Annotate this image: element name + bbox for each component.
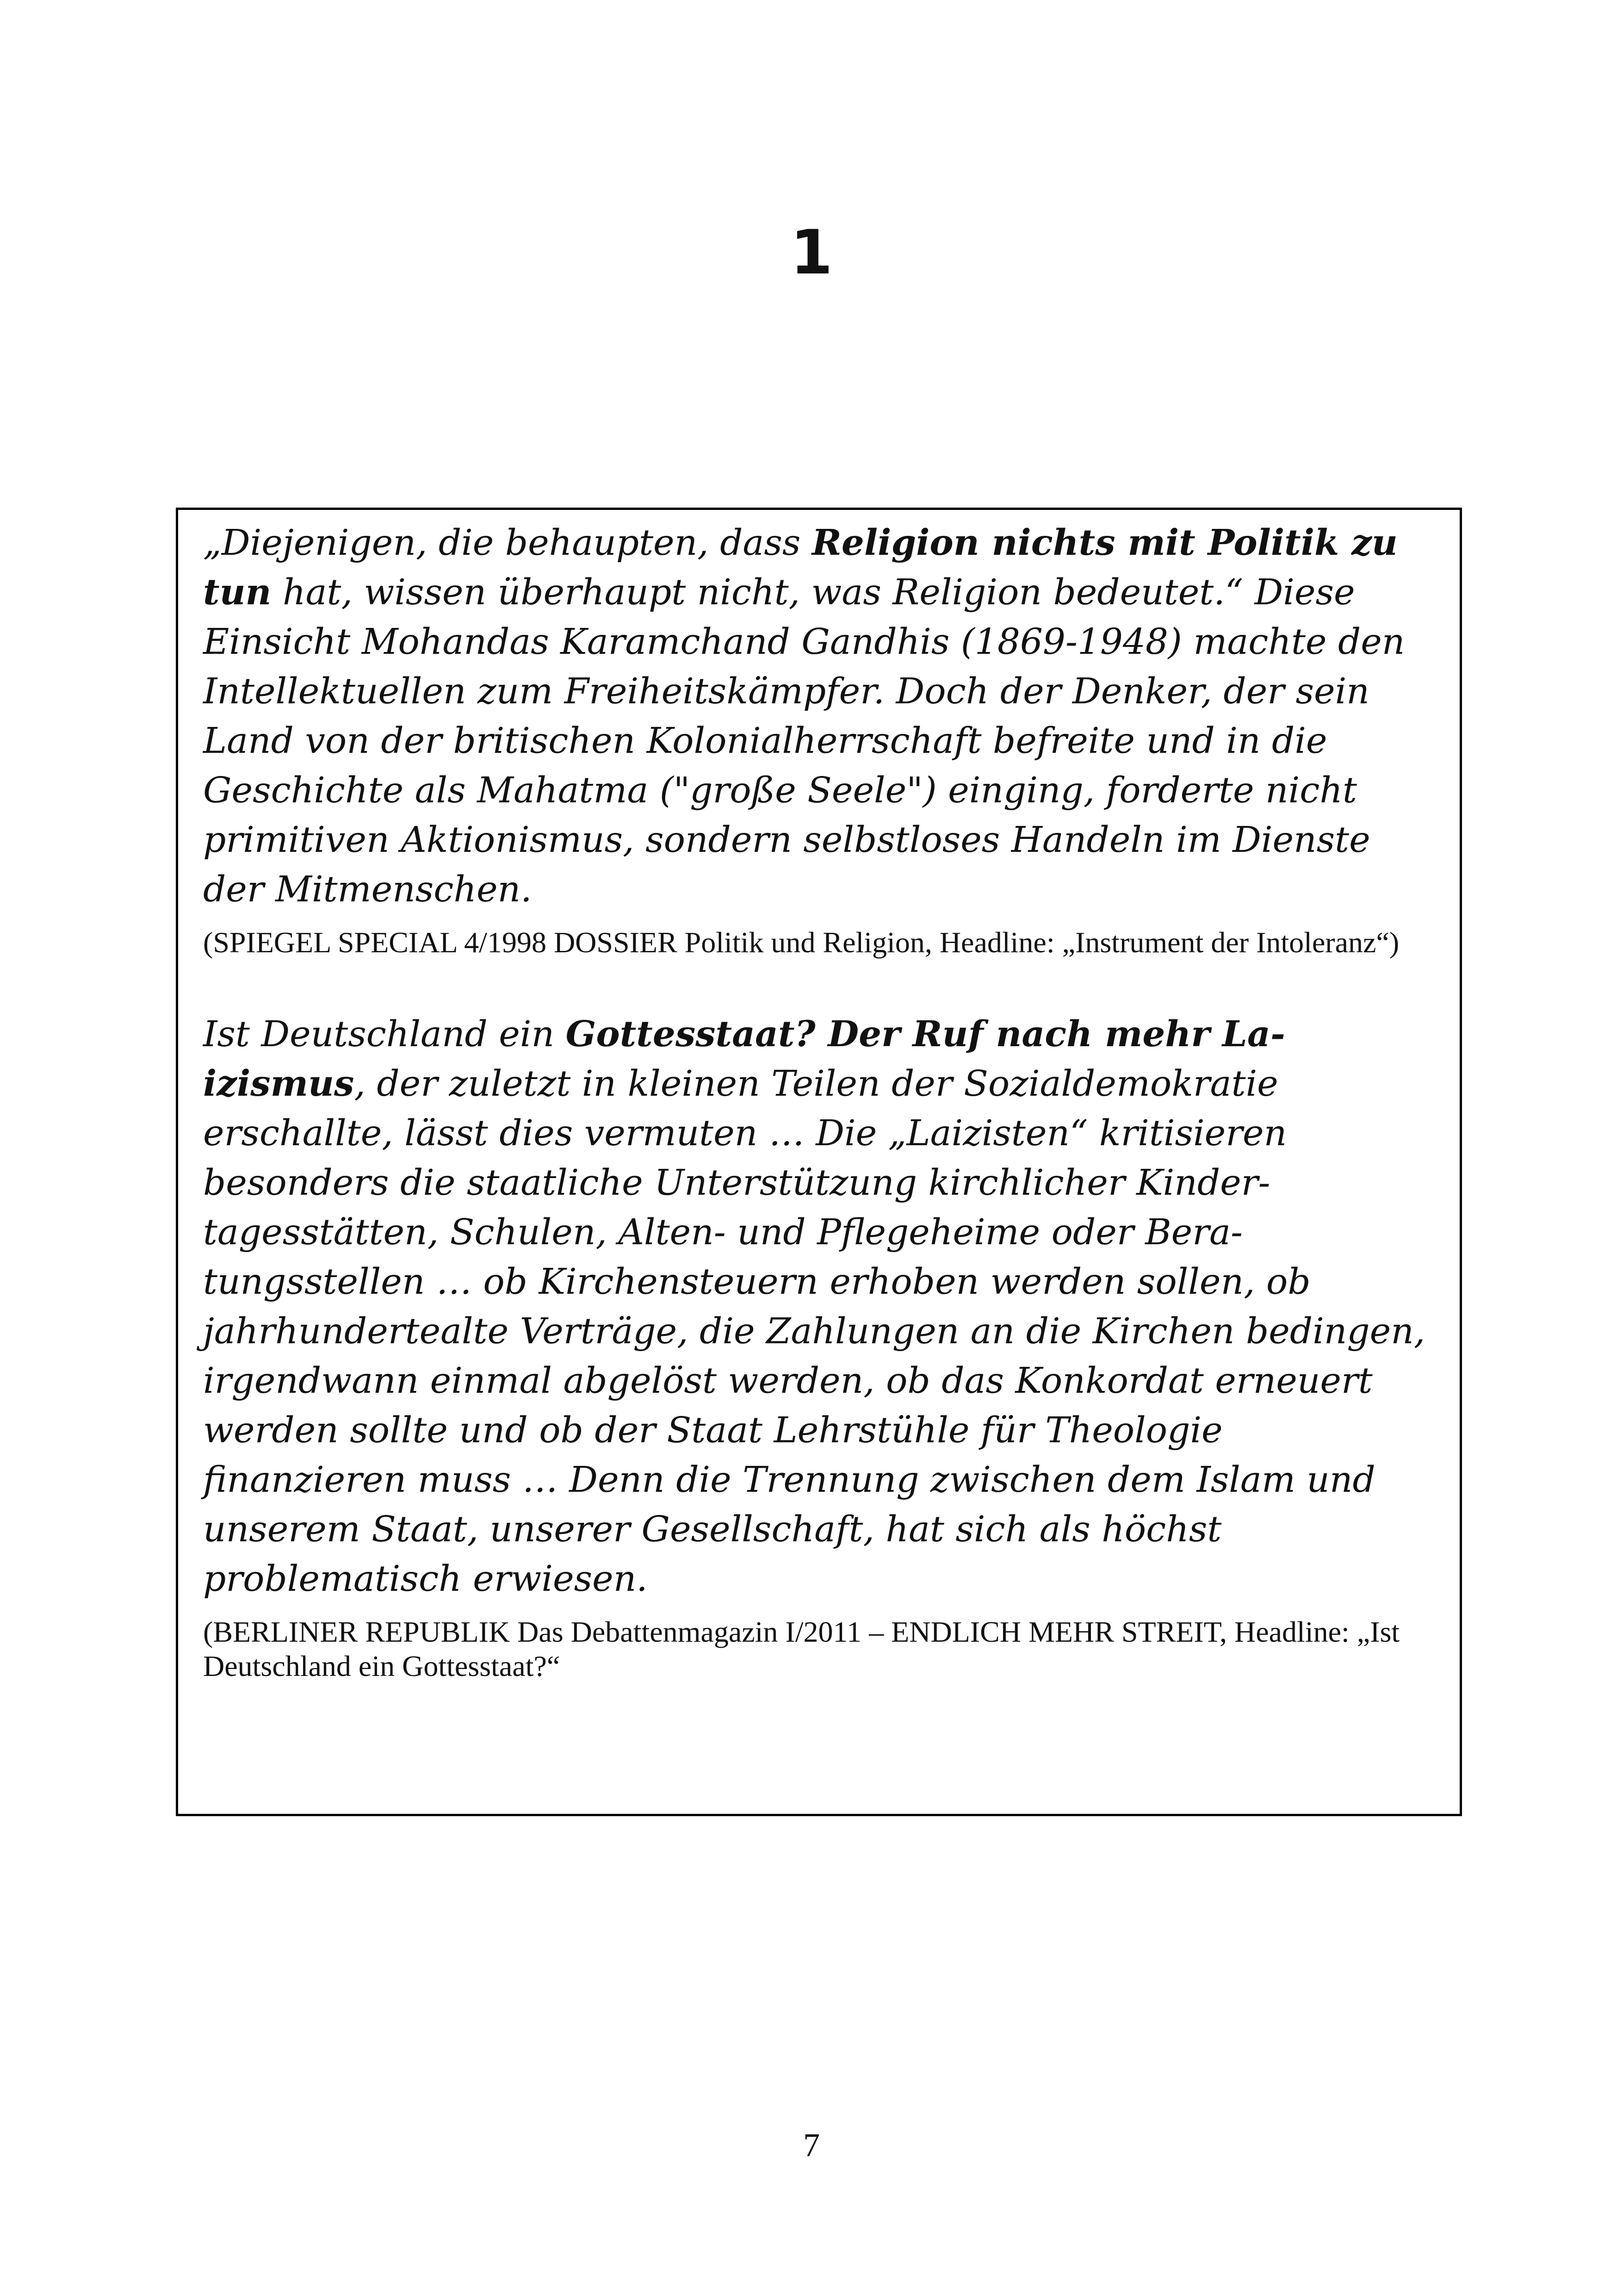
quote-emphasis: Religion nichts mit Politik zu tun: [203, 522, 1398, 613]
quote-text-after: , der zuletzt in kleinen Teilen der Sozialdemokratie erschallte, lässt dies vermuten … Die „Laizisten“ kritisieren besonders die staatliche Unterstützung kirchlicher Kindertagesstätten, Schulen, Alten- und Pflegeheime oder Beratungsstellen … ob Kirchensteuern erhoben werden sollen, ob jahrhundertealte Verträge, die Zahlungen an die Kirchen bedingen, irgendwann einmal abgelöst werden, ob das Konkordat erneuert werden sollte und ob der Staat Lehrstühle für Theologie finanzieren muss … Denn die Trennung zwischen dem Islam und unserem Staat, unserer Gesellschaft, hat sich als höchst problematisch erwiesen.: [203, 1063, 1425, 1600]
chapter-number: 1: [790, 217, 833, 288]
quote-emphasis: Gottesstaat? Der Ruf nach mehr Laizismus: [203, 1013, 1285, 1105]
quote-text-before: Ist Deutschland ein: [203, 1014, 566, 1055]
quote-box: [176, 508, 1462, 1816]
quote-text-after: hat, wissen überhaupt nicht, was Religion bedeutet.“ Diese Einsicht Mohandas Karamchand Gandhis (1869-1948) machte den Intellektuellen zum Freiheitskämpfer. Doch der Denker, der sein Land von der britischen Kolonialherrschaft befreite und in die Geschichte als Mahatma ("große Seele") einging, forderte nicht primitiven Aktionismus, sondern selbstloses Handeln im Dienste der Mitmenschen.: [203, 572, 1405, 910]
quote-text-before: „Diejenigen, die behaupten, dass: [203, 522, 812, 564]
quote-source-berliner-republik: (BERLINER REPUBLIK Das Debattenmagazin I/2011 – ENDLICH MEHR STREIT, Headline: „Ist Deutschland ein Gottesstaat?“: [203, 1615, 1400, 1682]
quote-gandhi: [203, 518, 1432, 914]
quote-source-spiegel: (SPIEGEL SPECIAL 4/1998 DOSSIER Politik und Religion, Headline: „Instrument der Intoleranz“): [203, 926, 1400, 959]
quote-gottesstaat: [203, 1010, 1432, 1604]
page-number: 7: [803, 2127, 820, 2164]
